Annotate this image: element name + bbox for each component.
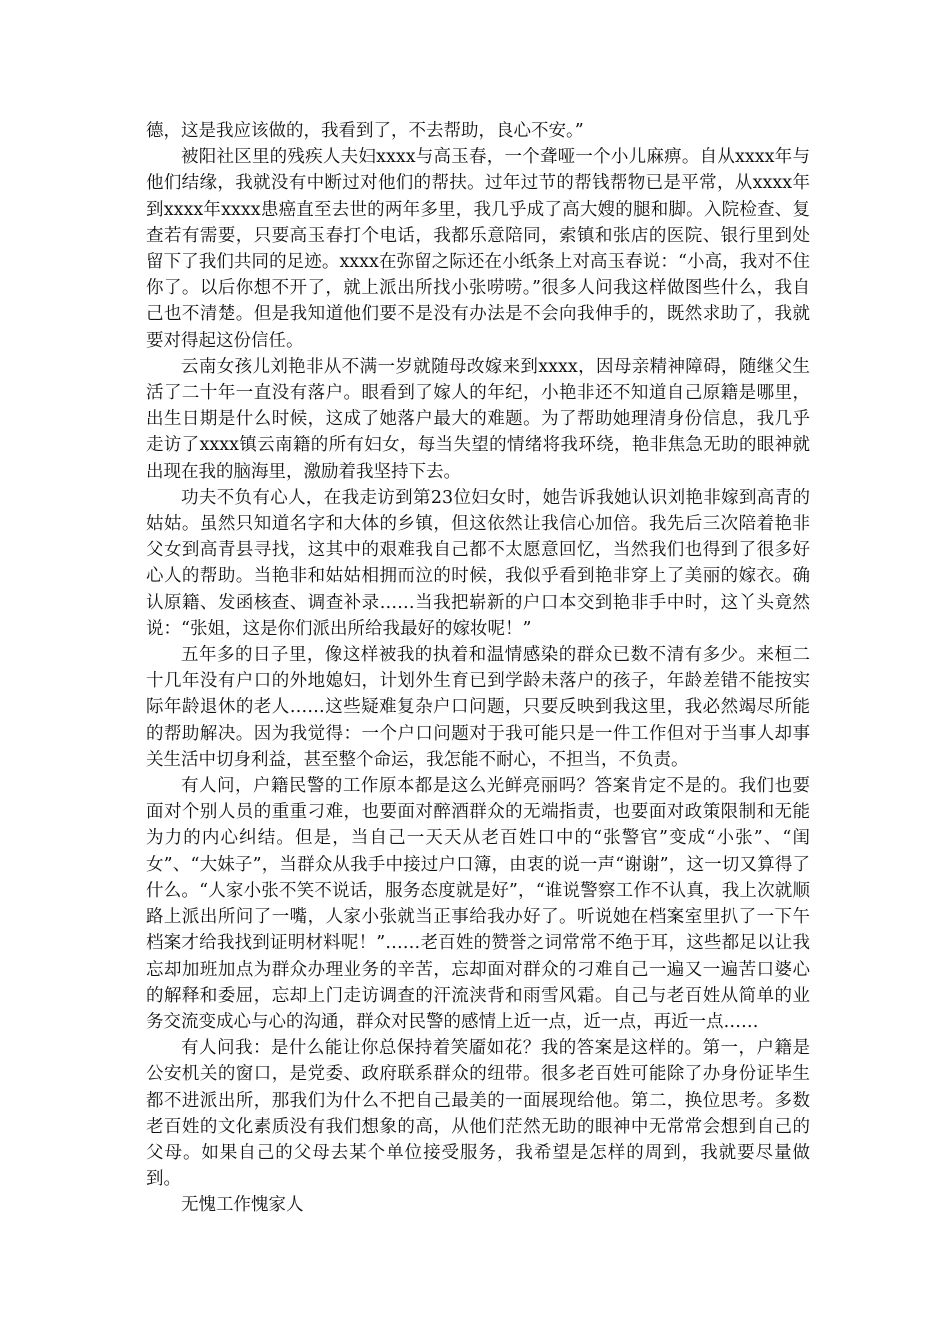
paragraph-finding-aunt: 功夫不负有心人，在我走访到第23位妇女时，她告诉我她认识刘艳非嫁到高青的姑姑。虽然只知道名字和大体的乡镇，但这依然让我信心加倍。我先后三次陪着艳非父女到高青县寻找，这其中的艰难我自己都不太愿意回忆，当然我们也得到了很多好心人的帮助。当艳非和姑姑相拥而泣的时候，我似乎看到艳非穿上了美丽的嫁衣。确认原籍、发函核查、调查补录……当我把崭新的户口本交到艳非手中时，这丫头竟然说：“张姐，这是你们派出所给我最好的嫁妆呢！” (146, 487, 810, 639)
paragraph-work-challenges: 有人问，户籍民警的工作原本都是这么光鲜亮丽吗？答案肯定不是的。我们也要面对个别人员的重重刁难，也要面对醉酒群众的无端指责，也要面对政策限制和无能为力的内心纠结。但是，当自己一天天从老百姓口中的“张警官”变成“小张”、“闺女”、“大妹子”，当群众从我手中接过户口簿，由衷的说一声“谢谢”，这一切又算得了什么。“人家小张不笑不说话，服务态度就是好”，“谁说警察工作不认真，我上次就顺路上派出所问了一嘴，人家小张就当正事给我办好了。听说她在档案室里扒了一下午档案才给我找到证明材料呢！”……老百姓的赞誉之词常常不绝于耳，这些都足以让我忘却加班加点为群众办理业务的辛苦，忘却面对群众的刁难自己一遍又一遍苦口婆心的解释和委屈，忘却上门走访调查的汗流浃背和雨雪风霜。自己与老百姓从简单的业务交流变成心与心的沟通，群众对民警的感情上近一点，近一点，再近一点…… (146, 776, 810, 1032)
paragraph-yunnan-girl: 云南女孩儿刘艳非从不满一岁就随母改嫁来到xxxx，因母亲精神障碍，随继父生活了二十年一直没有落户。眼看到了嫁人的年纪，小艳非还不知道自己原籍是哪里，出生日期是什么时候，这成了她落户最大的难题。为了帮助她理清身份信息，我几乎走访了xxxx镇云南籍的所有妇女，每当失望的情绪将我环绕，艳非焦急无助的眼神就出现在我的脑海里，激励着我坚持下去。 (146, 356, 810, 482)
paragraph-disabled-couple: 被阳社区里的残疾人夫妇xxxx与高玉春，一个聋哑一个小儿麻痹。自从xxxx年与他们结缘，我就没有中断过对他们的帮扶。过年过节的帮钱帮物已是平常，从xxxx年到xxxx年xxxx患癌直至去世的两年多里，我几乎成了高大嫂的腿和脚。入院检查、复查若有需要，只要高玉春打个电话，我都乐意陪同，索镇和张店的医院、银行里到处留下了我们共同的足迹。xxxx在弥留之际还在小纸条上对高玉春说：“小高，我对不住你了。以后你想不开了，就上派出所找小张唠唠。”很多人问我这样做图些什么，我自己也不清楚。但是我知道他们要不是没有办法是不会向我伸手的，既然求助了，我就要对得起这份信任。 (146, 147, 810, 351)
paragraph-continuation: 德，这是我应该做的，我看到了，不去帮助，良心不安。” (146, 121, 584, 141)
document-body (146, 118, 810, 1219)
section-heading: 无愧工作愧家人 (181, 1195, 304, 1216)
paragraph-smile-answer: 有人问我：是什么能让你总保持着笑靥如花？我的答案是这样的。第一，户籍是公安机关的窗口，是党委、政府联系群众的纽带。很多老百姓可能除了办身份证毕生都不进派出所，那我们为什么不把自己最美的一面展现给他。第二，换位思考。多数老百姓的文化素质没有我们想象的高，从他们茫然无助的眼神中无常常会想到自己的父母。如果自己的父母去某个单位接受服务，我希望是怎样的周到，我就要尽量做到。 (146, 1038, 810, 1190)
paragraph-five-years: 五年多的日子里，像这样被我的执着和温情感染的群众已数不清有多少。来桓二十几年没有户口的外地媳妇，计划外生育已到学龄未落户的孩子，年龄差错不能按实际年龄退休的老人……这些疑难复杂户口问题，只要反映到我这里，我必然竭尽所能的帮助解决。因为我觉得：一个户口问题对于我可能只是一件工作但对于当事人却事关生活中切身利益，甚至整个命运，我怎能不耐心，不担当，不负责。 (146, 645, 810, 770)
